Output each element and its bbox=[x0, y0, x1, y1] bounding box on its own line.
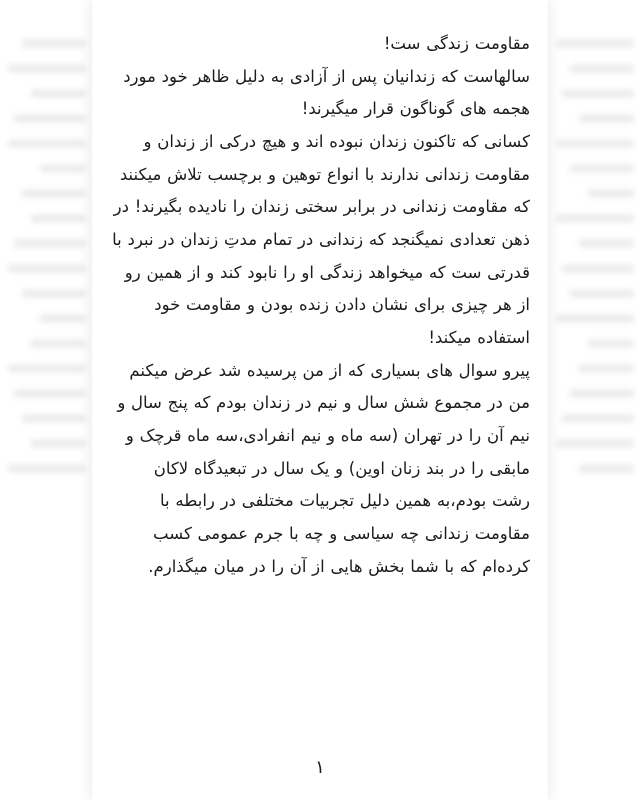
ghost-text-line bbox=[14, 240, 86, 247]
ghost-text-line bbox=[556, 40, 634, 47]
ghost-text-line bbox=[556, 440, 634, 447]
ghost-text-line bbox=[588, 340, 634, 347]
paragraph-title: مقاومت زندگی ست! bbox=[383, 34, 530, 53]
ghost-text-line bbox=[31, 340, 86, 347]
ghost-text-line bbox=[8, 265, 86, 272]
ghost-text-line bbox=[579, 365, 634, 372]
ghost-text-line bbox=[556, 215, 634, 222]
ghost-text-line bbox=[8, 465, 86, 472]
ghost-text-line bbox=[31, 215, 86, 222]
paragraph-1: سالهاست که زندانیان پس از آزادی به دلیل ظاهر خود مورد هجمه های گوناگون قرار میگیرند! bbox=[123, 66, 530, 119]
background-page-right bbox=[548, 0, 640, 800]
ghost-text-line bbox=[570, 65, 634, 72]
page-number: ۱ bbox=[315, 757, 325, 778]
ghost-text-line bbox=[579, 240, 634, 247]
document-text-body bbox=[110, 28, 530, 583]
ghost-text-line bbox=[14, 115, 86, 122]
ghost-text-line bbox=[562, 415, 634, 422]
ghost-text-line bbox=[570, 165, 634, 172]
ghost-text-line bbox=[8, 140, 86, 147]
ghost-text-line bbox=[22, 290, 86, 297]
ghost-text-line bbox=[562, 90, 634, 97]
ghost-text-line bbox=[22, 40, 86, 47]
ghost-text-line bbox=[570, 390, 634, 397]
ghost-text-line bbox=[588, 190, 634, 197]
ghost-text-line bbox=[31, 440, 86, 447]
ghost-text-line bbox=[8, 365, 86, 372]
ghost-text-line bbox=[22, 190, 86, 197]
paragraph-3: پیرو سوال های بسیاری که از من پرسیده شد عرض میکنم من در مجموع شش سال و نیم در زندان بودم که پنج سال و نیم آن را در تهران (سه ماه و نیم انفرادی،سه ماه قرچک و مابقی را در بند زنان اوین) و یک سال در تبعیدگاه لاکان رشت بودم،به همین دلیل تجربیات مختلفی در رابطه با مقاومت زندانی چه سیاسی و چه با جرم عمومی کسب کرده‌ام که با شما بخش هایی از آن را در میان میگذارم. bbox=[117, 360, 530, 576]
ghost-text-line bbox=[556, 315, 634, 322]
ghost-text-line bbox=[579, 465, 634, 472]
ghost-text-line bbox=[562, 265, 634, 272]
ghost-text-line bbox=[22, 415, 86, 422]
document-sheet bbox=[92, 0, 548, 800]
ghost-text-line bbox=[570, 290, 634, 297]
background-page-left bbox=[0, 0, 92, 800]
ghost-text-line bbox=[40, 165, 86, 172]
ghost-text-line bbox=[31, 90, 86, 97]
ghost-text-line bbox=[579, 115, 634, 122]
ghost-text-line bbox=[14, 390, 86, 397]
ghost-text-line bbox=[40, 315, 86, 322]
ghost-text-line bbox=[8, 65, 86, 72]
paragraph-2: کسانی که تاکنون زندان نبوده اند و هیچ درکی از زندان و مقاومت زندانی ندارند با انواع توهین و برچسب تلاش میکنند که مقاومت زندانی در برابر سختی زندان را نادیده بگیرند! در ذهن تعدادی نمیگنجد که زندانی در تمام مدتِ زندان در نبرد با قدرتی ست که میخواهد زندگی او را نابود کند و از همین رو از هر چیزی برای نشان دادن زنده بودن و مقاومت خود استفاده میکند! bbox=[112, 131, 530, 347]
ghost-text-line bbox=[556, 140, 634, 147]
